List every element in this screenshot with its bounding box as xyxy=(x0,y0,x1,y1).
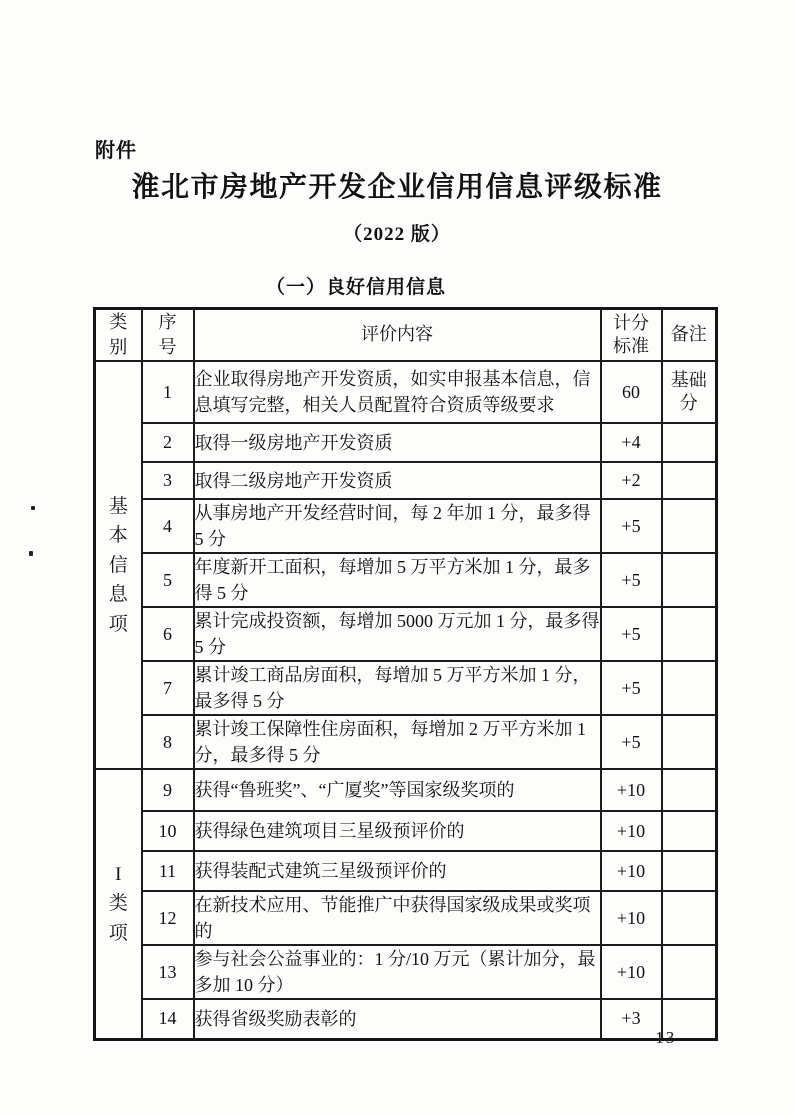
header-content xyxy=(194,309,601,362)
row-no: 14 xyxy=(142,999,194,1039)
row-remark xyxy=(662,499,717,553)
table-row xyxy=(95,499,717,553)
row-remark xyxy=(662,553,717,607)
table-row xyxy=(95,891,717,945)
row-remark xyxy=(662,769,717,811)
table-row xyxy=(95,361,717,423)
row-content: 取得二级房地产开发资质 xyxy=(194,462,601,499)
row-score: +5 xyxy=(601,607,662,661)
row-score: +10 xyxy=(601,891,662,945)
row-content: 参与社会公益事业的：1 分/10 万元（累计加分，最多加 10 分） xyxy=(194,945,601,999)
row-remark xyxy=(662,661,717,715)
header-no-label: 序号 xyxy=(158,312,177,358)
document-version: （2022 版） xyxy=(343,224,451,245)
row-score: +4 xyxy=(601,423,662,462)
row-score: +3 xyxy=(601,999,662,1039)
row-remark xyxy=(662,423,717,462)
row-remark xyxy=(662,945,717,999)
header-remark xyxy=(662,309,717,362)
table-header-row xyxy=(95,309,717,362)
row-no: 7 xyxy=(142,661,194,715)
table-row xyxy=(95,811,717,851)
table-row xyxy=(95,715,717,769)
row-score: +5 xyxy=(601,553,662,607)
row-no: 10 xyxy=(142,811,194,851)
table-row xyxy=(95,423,717,462)
row-content: 取得一级房地产开发资质 xyxy=(194,423,601,462)
row-content: 企业取得房地产开发资质，如实申报基本信息，信息填写完整，相关人员配置符合资质等级要求 xyxy=(194,361,601,423)
row-content: 年度新开工面积，每增加 5 万平方米加 1 分，最多得 5 分 xyxy=(194,553,601,607)
table-row xyxy=(95,607,717,661)
document-title: 淮北市房地产开发企业信用信息评级标准 xyxy=(131,172,663,203)
row-no: 4 xyxy=(142,499,194,553)
row-content: 从事房地产开发经营时间，每 2 年加 1 分，最多得 5 分 xyxy=(194,499,601,553)
row-score: 60 xyxy=(601,361,662,423)
row-content: 获得装配式建筑三星级预评价的 xyxy=(194,851,601,891)
row-content: 累计竣工商品房面积，每增加 5 万平方米加 1 分，最多得 5 分 xyxy=(194,661,601,715)
section-title: （一）良好信用信息 xyxy=(265,277,446,298)
row-no: 8 xyxy=(142,715,194,769)
table-row xyxy=(95,462,717,499)
row-score: +10 xyxy=(601,769,662,811)
header-score xyxy=(601,309,662,362)
scan-speck xyxy=(31,506,35,510)
row-remark xyxy=(662,462,717,499)
row-no: 2 xyxy=(142,423,194,462)
row-score: +5 xyxy=(601,499,662,553)
row-no: 6 xyxy=(142,607,194,661)
category-label: I类项 xyxy=(108,863,128,944)
table-row xyxy=(95,553,717,607)
row-no: 11 xyxy=(142,851,194,891)
row-remark xyxy=(662,851,717,891)
category-label: 基本信息项 xyxy=(108,495,128,635)
table-row xyxy=(95,999,717,1039)
row-score: +5 xyxy=(601,661,662,715)
row-remark xyxy=(662,715,717,769)
row-no: 12 xyxy=(142,891,194,945)
attachment-label: 附件 xyxy=(95,140,137,162)
row-score: +5 xyxy=(601,715,662,769)
row-content: 获得“鲁班奖”、“广厦奖”等国家级奖项的 xyxy=(194,769,601,811)
table-row xyxy=(95,769,717,811)
rating-table xyxy=(93,307,718,1041)
row-remark xyxy=(662,607,717,661)
table-row xyxy=(95,661,717,715)
header-category-label: 类别 xyxy=(109,312,128,358)
row-content: 在新技术应用、节能推广中获得国家级成果或奖项的 xyxy=(194,891,601,945)
row-content: 累计完成投资额，每增加 5000 万元加 1 分，最多得 5 分 xyxy=(194,607,601,661)
category-cell-class-1 xyxy=(95,769,142,1039)
row-content: 获得省级奖励表彰的 xyxy=(194,999,601,1039)
category-cell-basic-info xyxy=(95,361,142,769)
row-score: +10 xyxy=(601,811,662,851)
row-remark: 基础分 xyxy=(662,361,717,423)
row-no: 9 xyxy=(142,769,194,811)
page-number: — 13 — xyxy=(630,1028,702,1047)
header-no xyxy=(142,309,194,362)
table-row xyxy=(95,851,717,891)
row-content: 获得绿色建筑项目三星级预评价的 xyxy=(194,811,601,851)
header-category xyxy=(95,309,142,362)
row-score: +10 xyxy=(601,851,662,891)
row-score: +2 xyxy=(601,462,662,499)
row-remark xyxy=(662,891,717,945)
row-no: 3 xyxy=(142,462,194,499)
header-score-label: 计分标准 xyxy=(612,312,649,357)
row-no: 13 xyxy=(142,945,194,999)
header-remark-label: 备注 xyxy=(670,324,707,345)
header-content-label: 评价内容 xyxy=(361,324,433,345)
table-row xyxy=(95,945,717,999)
scan-speck xyxy=(29,551,33,556)
row-content: 累计竣工保障性住房面积，每增加 2 万平方米加 1 分，最多得 5 分 xyxy=(194,715,601,769)
row-score: +10 xyxy=(601,945,662,999)
row-no: 5 xyxy=(142,553,194,607)
row-no: 1 xyxy=(142,361,194,423)
row-remark xyxy=(662,811,717,851)
